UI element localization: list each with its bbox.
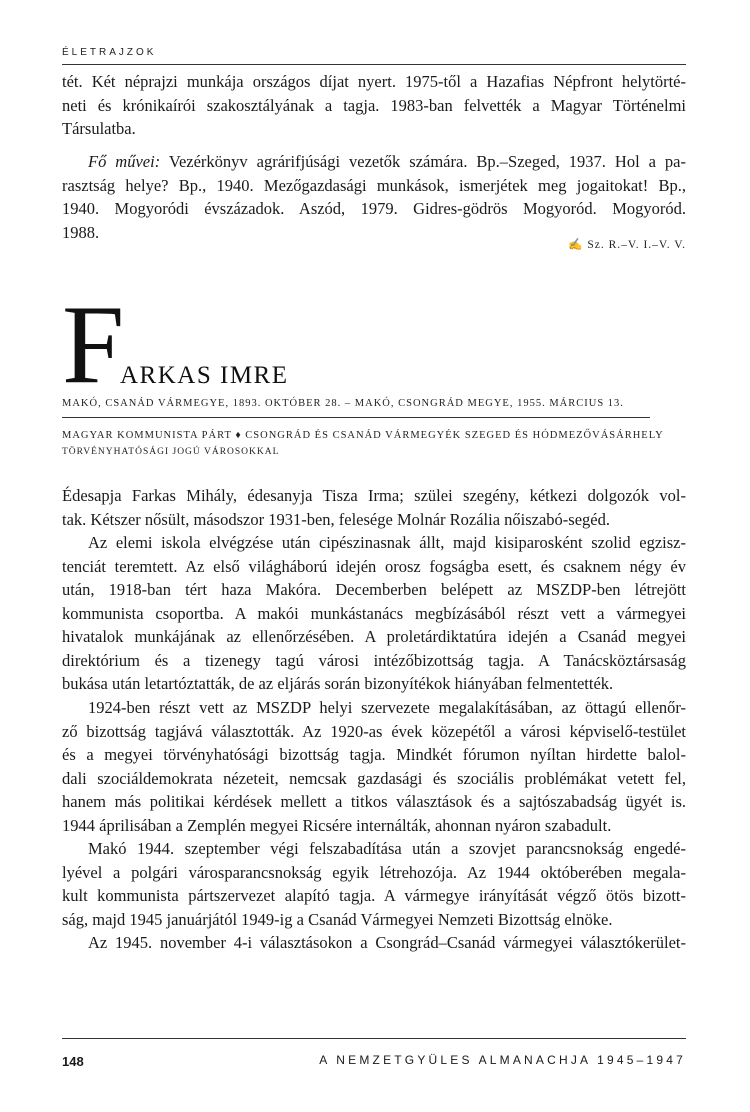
- birth-death-line: MAKÓ, CSANÁD VÁRMEGYE, 1893. OKTÓBER 28. – MAKÓ, CSONGRÁD MEGYE, 1955. MÁRCIUS 13.: [62, 398, 624, 409]
- text-line: Makó 1944. szeptember végi felszabadítása után a szovjet parancsnokság engedé-: [88, 839, 686, 858]
- text-line: tét. Két néprajzi munkája országos díjat nyert. 1975-től a Hazafias Népfront helytörté-: [62, 72, 686, 91]
- text-line: ző bizottság tagjává választották. Az 1920-as évek közepétől a városi képviselő-testület: [62, 721, 686, 741]
- drop-cap: F: [62, 283, 125, 407]
- text-line: 1940. Mogyoródi évszázadok. Aszód, 1979. Gidres-gödrös Mogyoród. Mogyoród.: [62, 199, 686, 218]
- body-paragraph: [62, 696, 686, 837]
- text-line: Társulatba.: [62, 119, 136, 138]
- text-line: Az 1945. november 4-i választásokon a Csongrád–Csanád vármegyei választókerület-: [88, 933, 686, 952]
- body-paragraph: [62, 531, 686, 696]
- party-constituency-line: MAGYAR KOMMUNISTA PÁRT ♦ CSONGRÁD ÉS CSANÁD VÁRMEGYÉK SZEGED ÉS HÓDMEZŐVÁSÁRHELY: [62, 430, 664, 441]
- text-line: 1944 áprilisában a Zemplén megyei Ricsére internálták, ahonnan nyáron szabadult.: [62, 815, 612, 835]
- text-line: kommunista csoportba. A makói munkástanács megbízásából részt vett a vármegyei: [62, 603, 686, 623]
- works-label: Fő művei:: [88, 152, 161, 171]
- entry-name: ARKAS IMRE: [120, 362, 289, 389]
- book-title: A NEMZETGYÜLES ALMANACHJA 1945–1947: [319, 1053, 686, 1067]
- party-constituency-line-2: TÖRVÉNYHATÓSÁGI JOGÚ VÁROSOKKAL: [62, 447, 280, 457]
- text-line: ság, majd 1945 januárjától 1949-ig a Csanád Vármegyei Nemzeti Bizottság elnöke.: [62, 909, 613, 929]
- text-line: bukása után letartóztatták, de az eljárás során bizonyítékok hiányában felmentették.: [62, 674, 614, 693]
- text-line: tenciát teremtett. Az első világháború idején orosz fogságba esett, és csaknem négy év: [62, 556, 686, 576]
- text-line: és a megyei törvényhatósági bizottság tagja. Mindkét fórumon nyíltan hirdette balol-: [62, 745, 686, 764]
- body-paragraph: [62, 837, 686, 931]
- author-signature: ✍ Sz. R.–V. I.–V. V.: [568, 239, 686, 251]
- body-paragraph: [62, 931, 686, 955]
- page: [62, 0, 686, 1112]
- text-line: Az elemi iskola elvégzése után cipészinasnak állt, majd kisiparosként szolid egzisz-: [88, 533, 686, 552]
- text-line: kult kommunista pártszervezet alapító tagja. A vármegye irányítását végző ötös bizott-: [62, 886, 686, 905]
- text-line: tak. Kétszer nősült, másodszor 1931-ben, felesége Molnár Rozália nőiszabó-segéd.: [62, 509, 610, 529]
- footer-rule: [62, 1038, 686, 1039]
- text-line: dali szociáldemokrata nézeteit, nemcsak gazdasági és szociális problémákat vetett fel,: [62, 768, 686, 788]
- text-line: hanem más politikai kérdések mellett a titkos választások és a sajtószabadság ügyét is.: [62, 792, 686, 811]
- text-line: [62, 150, 686, 174]
- text-line: 1988.: [62, 222, 100, 242]
- text-line: hivatalok munkájának az ellenőrzésében. A proletárdiktatúra idején a Csanád megyei: [62, 627, 686, 646]
- body-paragraph: [62, 484, 686, 531]
- text-line: 1924-ben részt vett az MSZDP helyi szervezete megalakításában, az öttagú ellenőr-: [88, 698, 686, 717]
- text-line: rasztság helye? Bp., 1940. Mezőgazdasági munkások, ismerjétek meg jogaitokat! Bp.,: [62, 175, 686, 195]
- text-line: Édesapja Farkas Mihály, édesanyja Tisza Irma; szülei szegény, kétkezi dolgozók vol-: [62, 486, 686, 505]
- running-head: ÉLETRAJZOK: [62, 47, 157, 58]
- prev-entry-text: [62, 70, 686, 141]
- prev-entry-works: [62, 150, 686, 244]
- text-line: után, 1918-ban tért haza Makóra. Decemberben belépett az MSZDP-ben létrejött: [62, 580, 686, 599]
- page-number: 148: [62, 1054, 84, 1069]
- header-rule: [62, 64, 686, 65]
- meta-rule: [62, 417, 650, 418]
- text-line: lyével a polgári városparancsnokság egyik létrehozója. Az 1944 októberében megala-: [62, 862, 686, 882]
- text-line: direktórium és a tizenegy tagú városi intézőbizottság tagja. A Tanácsköztársaság: [62, 650, 686, 670]
- works-text: Vezérkönyv agrárifjúsági vezetők számára. Bp.–Szeged, 1937. Hol a pa-: [160, 152, 686, 171]
- text-line: neti és krónikaírói szakosztályának a tagja. 1983-ban felvették a Magyar Történelmi: [62, 95, 686, 115]
